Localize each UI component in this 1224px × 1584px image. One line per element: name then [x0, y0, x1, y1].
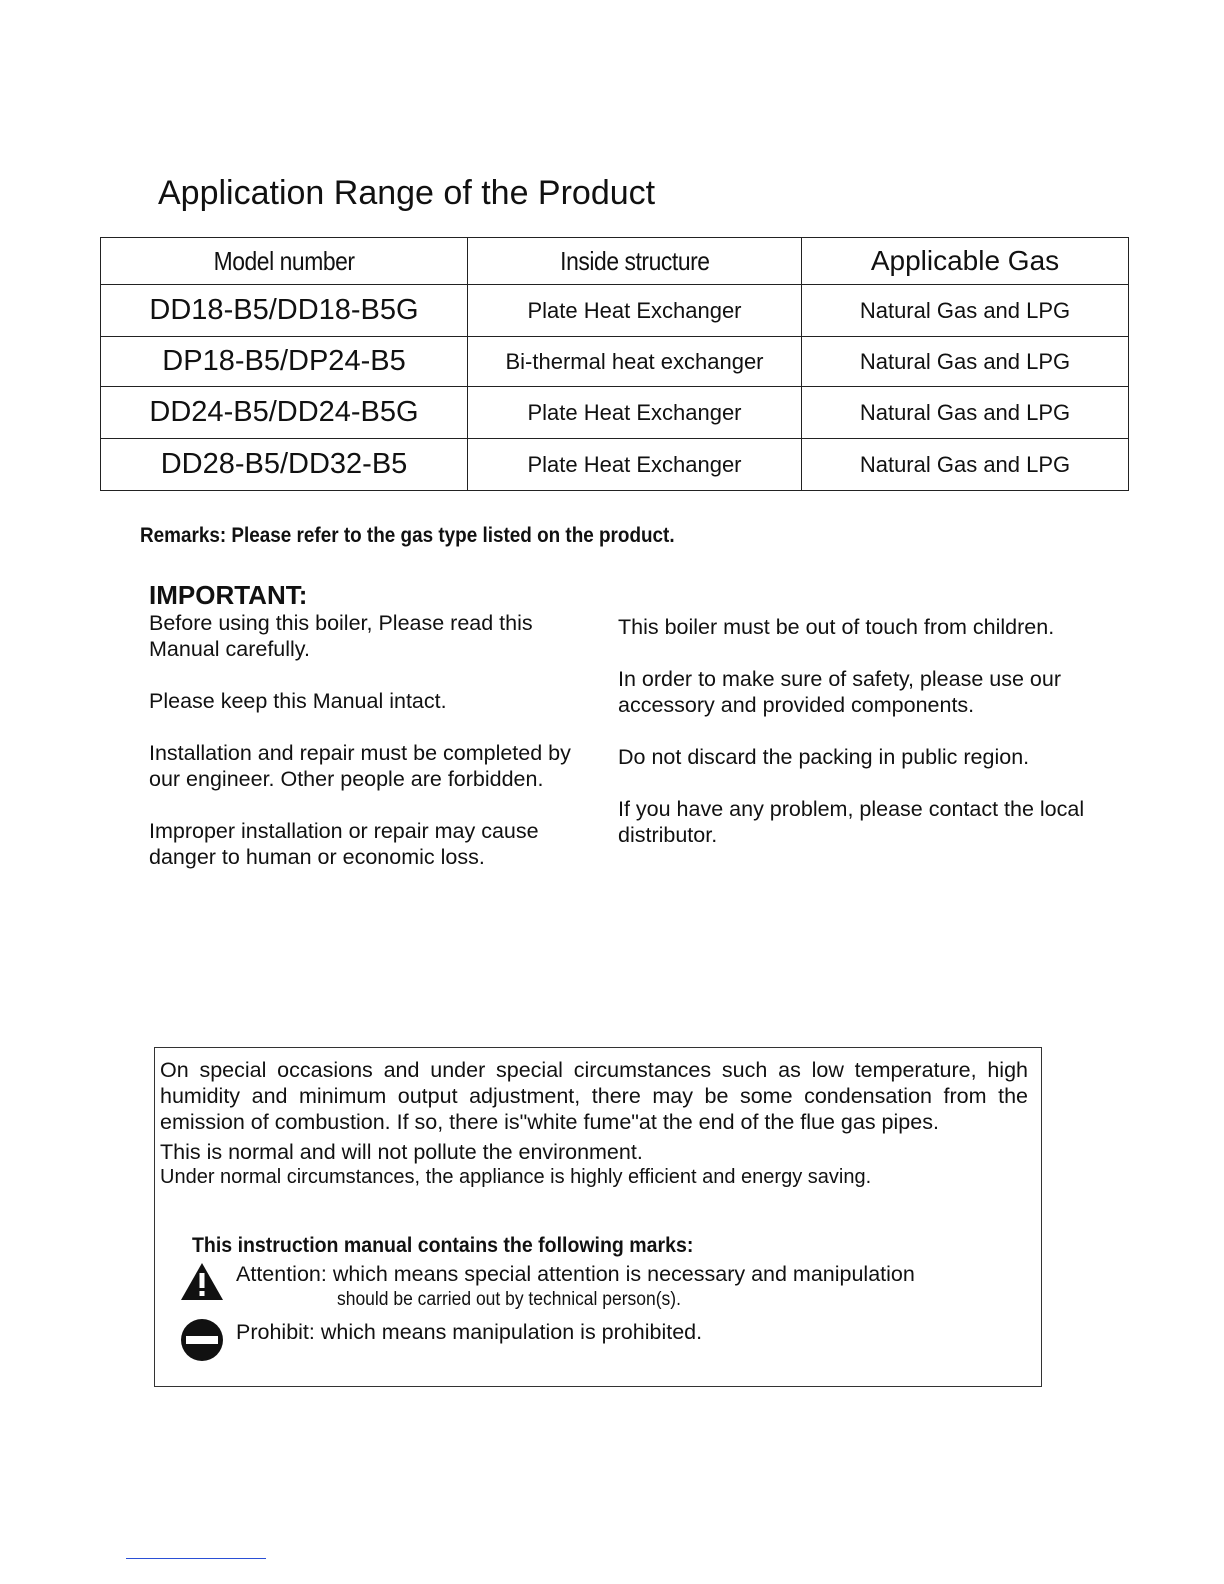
warning-triangle-icon: [180, 1262, 224, 1302]
header-applicable-gas: Applicable Gas: [802, 238, 1129, 285]
marks-title: This instruction manual contains the following marks:: [192, 1234, 694, 1257]
notice-efficient-line: Under normal circumstances, the appliance is highly efficient and energy saving.: [160, 1166, 872, 1188]
prohibit-text: Prohibit: which means manipulation is prohibited.: [236, 1320, 703, 1344]
notice-text: [160, 1057, 1028, 1189]
important-item: Installation and repair must be completed by our engineer. Other people are forbidden.: [149, 741, 571, 791]
important-item: This boiler must be out of touch from children.: [618, 615, 1055, 639]
no-entry-icon: [180, 1318, 224, 1362]
important-item: If you have any problem, please contact the local distributor.: [618, 797, 1085, 847]
model-cell: DD24-B5/DD24-B5G: [101, 387, 468, 439]
notice-normal-line: This is normal and will not pollute the environment.: [160, 1140, 643, 1164]
structure-cell: Plate Heat Exchanger: [468, 439, 802, 491]
table-row: [101, 387, 1129, 439]
important-item: Before using this boiler, Please read this Manual carefully.: [149, 611, 533, 661]
gas-cell: Natural Gas and LPG: [802, 439, 1129, 491]
important-right-column: [618, 614, 1088, 874]
important-heading: IMPORTANT:: [149, 580, 308, 610]
attention-text: Attention: which means special attention is necessary and manipulation: [236, 1262, 915, 1286]
attention-continuation: should be carried out by technical person(s).: [337, 1289, 681, 1310]
gas-cell: Natural Gas and LPG: [802, 337, 1129, 387]
gas-cell: Natural Gas and LPG: [802, 285, 1129, 337]
structure-cell: Bi-thermal heat exchanger: [468, 337, 802, 387]
gas-cell: Natural Gas and LPG: [802, 387, 1129, 439]
condensation-notice-box: [154, 1047, 1042, 1387]
notice-paragraph: On special occasions and under special circumstances such as low temperature, high humidity and minimum output adjustment, there may be some condensation from the emission of combustion. If so, there is"white fume"at the end of the flue gas pipes.: [160, 1058, 1028, 1134]
header-inside-structure: Inside structure: [468, 238, 802, 285]
remarks-note: Remarks: Please refer to the gas type listed on the product.: [140, 524, 675, 547]
important-item: Improper installation or repair may cause danger to human or economic loss.: [149, 819, 539, 869]
model-cell: DD18-B5/DD18-B5G: [101, 285, 468, 337]
table-row: [101, 285, 1129, 337]
structure-cell: Plate Heat Exchanger: [468, 387, 802, 439]
application-range-table: [100, 237, 1129, 491]
table-row: [101, 337, 1129, 387]
important-item: In order to make sure of safety, please use our accessory and provided components.: [618, 667, 1061, 717]
important-item: Do not discard the packing in public region.: [618, 745, 1030, 769]
model-cell: DP18-B5/DP24-B5: [101, 337, 468, 387]
page-title: Application Range of the Product: [158, 174, 656, 212]
footer-rule: [126, 1558, 266, 1559]
table-header-row: [101, 238, 1129, 285]
header-model-number: Model number: [101, 238, 468, 285]
table-row: [101, 439, 1129, 491]
important-item: Please keep this Manual intact.: [149, 689, 447, 713]
important-left-column: [149, 610, 589, 896]
structure-cell: Plate Heat Exchanger: [468, 285, 802, 337]
model-cell: DD28-B5/DD32-B5: [101, 439, 468, 491]
